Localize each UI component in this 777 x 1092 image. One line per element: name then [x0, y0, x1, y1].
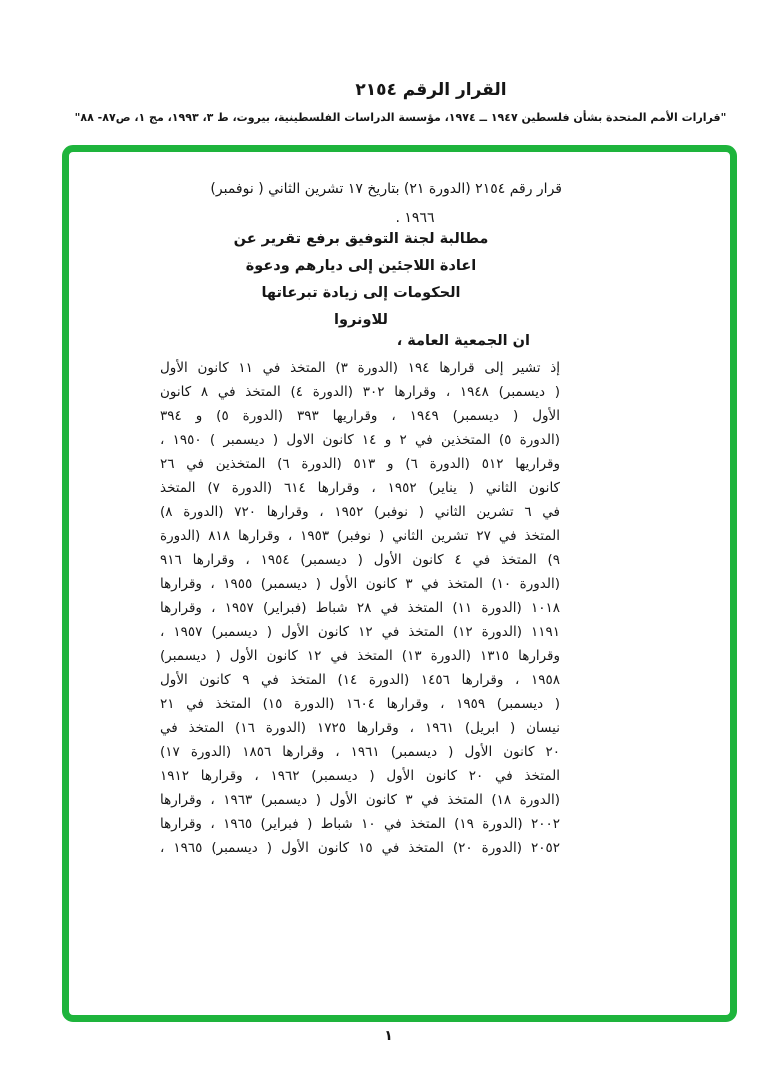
resolution-body-line: المتخذ في ٢٠ كانون الأول ( ديسمبر) ١٩٦٢ ، وقرارها ١٩١٢	[160, 768, 560, 784]
resolution-subtitle-line: مطالبة لجنة التوفيق برفع تقرير عن	[233, 231, 489, 247]
resolution-body-line: ( ديسمبر) ١٩٤٨ ، وقرارها ٣٠٢ (الدورة ٤) المتخذ في ٨ كانون	[160, 384, 560, 400]
resolution-body-line: وقرارها ١٣١٥ (الدورة ١٣) المتخذ في ١٢ كانون الأول ( ديسمبر)	[160, 648, 561, 664]
resolution-subtitle	[160, 226, 562, 334]
resolution-body-line: ( ديسمبر) ١٩٥٩ ، وقرارها ١٦٠٤ (الدورة ١٥) المتخذ في ٢١	[160, 696, 561, 712]
resolution-heading	[162, 176, 562, 231]
resolution-body-line: (الدورة ١٠) المتخذ في ٣ كانون الأول ( ديسمبر) ١٩٥٥ ، وقرارها	[160, 576, 561, 592]
resolution-body-line: ٢٠٠٢ (الدورة ١٩) المتخذ في ١٠ شباط ( فبراير) ١٩٦٥ ، وقرارها	[160, 816, 560, 832]
resolution-body	[160, 356, 560, 860]
resolution-body-line: إذ تشير إلى قرارها ١٩٤ (الدورة ٣) المتخذ في ١١ كانون الأول	[160, 360, 560, 376]
resolution-body-line: ٩) المتخذ في ٤ كانون الأول ( ديسمبر) ١٩٥٤ ، وقرارها ٩١٦	[160, 552, 561, 568]
resolution-body-line: المتخذ في ٢٧ تشرين الثاني ( نوفبر) ١٩٥٣ ، وقرارها ٨١٨ (الدورة	[160, 528, 561, 544]
resolution-body-line: في ٦ تشرين الثاني ( نوفبر) ١٩٥٢ ، وقرارها ٧٢٠ (الدورة ٨)	[160, 504, 561, 520]
resolution-body-line: (الدورة ١٨) المتخذ في ٣ كانون الأول ( ديسمبر) ١٩٦٣ ، وقرارها	[160, 792, 561, 808]
resolution-subtitle-line: اعادة اللاجئين إلى ديارهم ودعوة	[245, 258, 477, 274]
document-title: القرار الرقم ٢١٥٤	[355, 80, 507, 100]
resolution-subtitle-line: للاونروا	[334, 312, 388, 328]
page-number: ١	[384, 1028, 393, 1044]
resolution-body-line: ٢٠ كانون الأول ( ديسمبر) ١٩٦١ ، وقرارها ١٨٥٦ (الدورة ١٧)	[160, 744, 561, 760]
resolution-heading-line-2: ١٩٦٦ .	[395, 210, 435, 226]
resolution-subtitle-line: الحكومات إلى زيادة تبرعاتها	[261, 285, 461, 301]
source-citation: "قرارات الأمم المتحدة بشأن فلسطين ١٩٤٧ ــ ١٩٧٤، مؤسسة الدراسات الفلسطينية، بيروت، ط ٣، ١٩٩٣، مج ١، ص٨٧- ٨٨"	[74, 111, 727, 124]
preamble-intro: ان الجمعية العامة ،	[396, 333, 530, 349]
resolution-body-line: (الدورة ٥) المتخذين في ٢ و ١٤ كانون الاول ( ديسمبر ) ١٩٥٠ ،	[160, 432, 560, 448]
resolution-body-line: ١١٩١ (الدورة ١٢) المتخذ في ١٢ كانون الأول ( ديسمبر) ١٩٥٧ ،	[160, 624, 561, 640]
resolution-body-line: كانون الثاني ( يناير) ١٩٥٢ ، وقرارها ٦١٤ (الدورة ٧) المتخذ	[160, 480, 560, 496]
resolution-body-line: نيسان ( ابريل) ١٩٦١ ، وقرارها ١٧٢٥ (الدورة ١٦) المتخذ في	[160, 720, 561, 736]
resolution-heading-line-1: قرار رقم ٢١٥٤ (الدورة ٢١) بتاريخ ١٧ تشرين الثاني ( نوفمبر)	[210, 181, 562, 197]
resolution-body-line: وقراريها ٥١٢ (الدورة ٦) و ٥١٣ (الدورة ٦) المتخذين في ٢٦	[160, 456, 560, 472]
resolution-body-line: ٢٠٥٢ (الدورة ٢٠) المتخذ في ١٥ كانون الأول ( ديسمبر) ١٩٦٥ ،	[160, 840, 561, 856]
resolution-body-line: ١٩٥٨ ، وقرارها ١٤٥٦ (الدورة ١٤) المتخذ في ٩ كانون الأول	[160, 672, 560, 688]
resolution-body-line: ١٠١٨ (الدورة ١١) المتخذ في ٢٨ شباط (فبراير) ١٩٥٧ ، وقرارها	[160, 600, 560, 616]
document-frame	[62, 145, 737, 1022]
resolution-body-line: الأول ( ديسمبر) ١٩٤٩ ، وقراريها ٣٩٣ (الدورة ٥) و ٣٩٤	[160, 408, 561, 424]
